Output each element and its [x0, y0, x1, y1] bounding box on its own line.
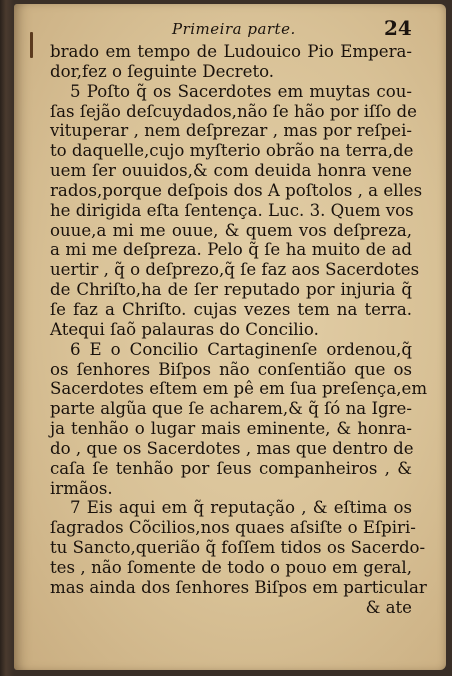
text-line: he dirigida eſta ſentença. Luc. 3. Quem vos [50, 200, 414, 220]
page-header [14, 14, 446, 42]
text-line: dor,fez o ſeguinte Decreto. [50, 61, 275, 81]
text-line: tes , não ſomente de todo o pouo em geral, [50, 557, 412, 577]
book-page [14, 4, 446, 670]
text-line: vituperar , nem deſprezar , mas por reſpei- [50, 121, 412, 141]
text-line: rados,porque deſpois dos A poſtolos , a elles [50, 180, 423, 200]
text-line: 5 Poſto q̃ os Sacerdotes em muytas cou- [70, 81, 412, 101]
text-line: ſas ſejão deſcuydados,não ſe hão por iſſo de [50, 101, 417, 121]
text-line: brado em tempo de Ludouico Pio Empera- [50, 42, 412, 61]
text-line: uertir , q̃ o deſprezo,q̃ ſe faz aos Sacerdotes [50, 260, 420, 280]
page-number: 24 [384, 16, 412, 40]
text-line: parte algũa que ſe acharem,& q̃ ſó na Igre- [50, 399, 412, 419]
text-line: uem ſer ouuidos,& com deuida honra vene [50, 161, 412, 181]
text-line: tu Sancto,querião q̃ foſſem tidos os Sacerdo- [50, 538, 426, 558]
text-line: 7 Eis aqui em q̃ reputação , & eſtima os [70, 498, 412, 518]
text-line: a mi me deſpreza. Pelo q̃ ſe ha muito de ad [50, 240, 412, 260]
text-line: ſe faz a Chriſto. cujas vezes tem na terra. [50, 299, 412, 319]
body-text [50, 42, 428, 617]
text-line: ja tenhão o lugar mais eminente, & honra- [50, 419, 412, 439]
text-line: Sacerdotes eſtem em pê em ſua preſença,em [50, 379, 428, 399]
text-line: irmãos. [50, 478, 113, 498]
running-head: Primeira parte. [172, 20, 296, 38]
text-line: to daquelle,cujo myſterio obrão na terra,de [50, 141, 414, 161]
text-line: mas ainda dos ſenhores Biſpos em particular [50, 577, 427, 597]
text-line: caſa ſe tenhão por ſeus companheiros , & [50, 458, 412, 478]
text-line: ouue,a mi me ouue, & quem vos deſpreza, [50, 220, 412, 240]
text-line: ſagrados Cõcilios,nos quaes aſsiſte o Eſpiri- [50, 518, 416, 538]
text-line: de Chriſto,ha de ſer reputado por injuria q̃ [50, 280, 412, 300]
text-line: do , que os Sacerdotes , mas que dentro de [50, 438, 414, 458]
catchword: & ate [365, 597, 412, 617]
text-line: os ſenhores Biſpos não conſentião que os [50, 359, 412, 379]
text-line: 6 E o Concilio Cartaginenſe ordenou,q̃ [70, 339, 412, 359]
text-line: Atequi ſaõ palauras do Concilio. [50, 319, 319, 339]
